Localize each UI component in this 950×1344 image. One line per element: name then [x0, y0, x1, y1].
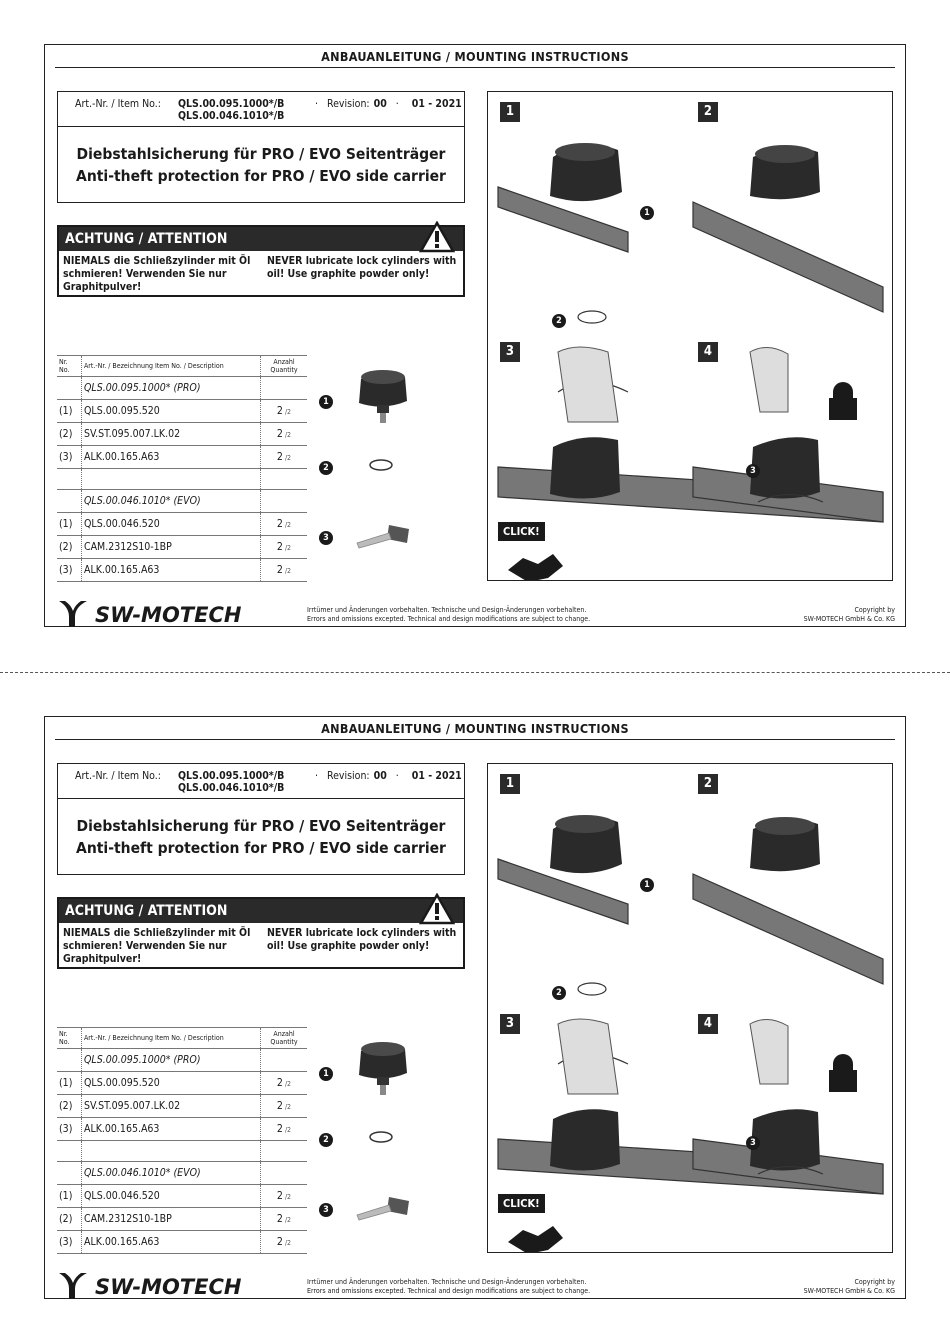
attention-box [57, 225, 465, 297]
mounting-steps-panel [487, 91, 893, 581]
circlip-icon [367, 1129, 395, 1145]
step-number-badge: 4 [698, 342, 718, 362]
item-number: QLS.00.046.1010*/B [178, 782, 285, 794]
click-label: CLICK! [498, 522, 545, 541]
lock-knob-icon [353, 365, 413, 427]
attention-text-en: NEVER lubricate lock cylinders with oil! Use graphite powder only! [267, 255, 457, 280]
table-row: (2) CAM.2312S10-1BP 2 /2 [57, 536, 307, 559]
table-row: (1) QLS.00.095.520 2 /2 [57, 400, 307, 423]
table-row: (2) CAM.2312S10-1BP 2 /2 [57, 1208, 307, 1231]
callout-badge: 1 [319, 395, 333, 409]
revision-value: 00 [373, 770, 387, 782]
parts-table [57, 355, 307, 582]
cut-line [0, 672, 950, 673]
mounting-steps-illustration [488, 764, 893, 1253]
click-label: CLICK! [498, 1194, 545, 1213]
key-icon [355, 521, 413, 551]
table-row: (3) ALK.00.165.A63 2 /2 [57, 446, 307, 469]
lock-icon [829, 1054, 857, 1092]
table-row: (3) ALK.00.165.A63 2 /2 [57, 559, 307, 582]
instruction-sheet-1 [44, 44, 906, 627]
attention-text-de: NIEMALS die Schließzylinder mit Öl schmieren! Verwenden Sie nur Graphitpulver! [63, 927, 251, 965]
callout-badge: 2 [552, 986, 566, 1000]
callout-badge: 3 [746, 1136, 760, 1150]
step-number-badge: 1 [500, 774, 520, 794]
callout-badge: 2 [319, 461, 333, 475]
attention-text-en: NEVER lubricate lock cylinders with oil! Use graphite powder only! [267, 927, 457, 952]
revision-value: 00 [373, 98, 387, 110]
revision-label: Revision: [327, 98, 370, 110]
table-row: (1) QLS.00.095.520 2 /2 [57, 1072, 307, 1095]
footer [45, 597, 907, 625]
col-header-no: Nr. No. [57, 356, 82, 377]
callout-badge: 3 [319, 531, 333, 545]
attention-heading: ACHTUNG / ATTENTION [59, 899, 463, 923]
step-number-badge: 3 [500, 342, 520, 362]
copyright-label: Copyright by [854, 1278, 895, 1286]
copyright-holder: SW-MOTECH GmbH & Co. KG [803, 1287, 895, 1295]
step-number-badge: 3 [500, 1014, 520, 1034]
table-row: (2) SV.ST.095.007.LK.02 2 /2 [57, 423, 307, 446]
col-header-no: Nr. No. [57, 1028, 82, 1049]
callout-badge: 3 [319, 1203, 333, 1217]
description-de: Diebstahlsicherung für PRO / EVO Seitenträger [76, 817, 446, 835]
brand-name: SW-MOTECH [95, 603, 242, 627]
callout-badge: 1 [640, 878, 654, 892]
col-header-desc: Art.-Nr. / Bezeichnung Item No. / Description [82, 1028, 261, 1049]
table-group-row: QLS.00.046.1010* (EVO) [57, 1162, 307, 1185]
item-number: QLS.00.046.1010*/B [178, 110, 285, 122]
description-en: Anti-theft protection for PRO / EVO side carrier [76, 167, 446, 185]
step-number-badge: 2 [698, 102, 718, 122]
attention-text-de: NIEMALS die Schließzylinder mit Öl schmieren! Verwenden Sie nur Graphitpulver! [63, 255, 251, 293]
copyright-holder: SW-MOTECH GmbH & Co. KG [803, 615, 895, 623]
table-row: (1) QLS.00.046.520 2 /2 [57, 513, 307, 536]
mounting-steps-illustration [488, 92, 893, 581]
disclaimer-en: Errors and omissions excepted. Technical and design modifications are subject to change. [307, 615, 591, 623]
revision-label: Revision: [327, 770, 370, 782]
col-header-qty: Anzahl Quantity [261, 1028, 308, 1049]
table-group-row: QLS.00.095.1000* (PRO) [57, 377, 307, 400]
col-header-qty: Anzahl Quantity [261, 356, 308, 377]
item-info-box: Art.-Nr. / Item No.: QLS.00.095.1000*/B QLS.00.046.1010*/B · Revision: 00 · 01 - 2021 Diebstahlsicherung für PRO / EVO Seitenträger Anti-theft protection for PRO / EVO side carrier [57, 763, 465, 875]
sheet-title: ANBAUANLEITUNG / MOUNTING INSTRUCTIONS [55, 49, 895, 68]
table-row: (3) ALK.00.165.A63 2 /2 [57, 1118, 307, 1141]
callout-badge: 1 [640, 206, 654, 220]
disclaimer-de: Irrtümer und Änderungen vorbehalten. Technische und Design-Änderungen vorbehalten. [307, 1278, 587, 1286]
copyright-label: Copyright by [854, 606, 895, 614]
footer [45, 1269, 907, 1297]
table-group-row: QLS.00.046.1010* (EVO) [57, 490, 307, 513]
lock-icon [829, 382, 857, 420]
circlip-icon [367, 457, 395, 473]
lock-knob-icon [353, 1037, 413, 1099]
warning-icon [419, 893, 455, 925]
mounting-steps-panel [487, 763, 893, 1253]
item-info-box: Art.-Nr. / Item No.: QLS.00.095.1000*/B QLS.00.046.1010*/B · Revision: 00 · 01 - 2021 Diebstahlsicherung für PRO / EVO Seitenträger Anti-theft protection for PRO / EVO side carrier [57, 91, 465, 203]
description-en: Anti-theft protection for PRO / EVO side carrier [76, 839, 446, 857]
item-number-label: Art.-Nr. / Item No.: [75, 770, 161, 782]
callout-badge: 2 [552, 314, 566, 328]
step-number-badge: 4 [698, 1014, 718, 1034]
col-header-desc: Art.-Nr. / Bezeichnung Item No. / Description [82, 356, 261, 377]
instruction-sheet-2 [44, 716, 906, 1299]
step-number-badge: 2 [698, 774, 718, 794]
disclaimer-de: Irrtümer und Änderungen vorbehalten. Technische und Design-Änderungen vorbehalten. [307, 606, 587, 614]
revision-date: 01 - 2021 [411, 770, 462, 782]
item-number-label: Art.-Nr. / Item No.: [75, 98, 161, 110]
brand-logo [55, 597, 295, 631]
attention-heading: ACHTUNG / ATTENTION [59, 227, 463, 251]
table-row: (3) ALK.00.165.A63 2 /2 [57, 1231, 307, 1254]
callout-badge: 2 [319, 1133, 333, 1147]
item-number: QLS.00.095.1000*/B [178, 98, 285, 110]
callout-badge: 3 [746, 464, 760, 478]
step-number-badge: 1 [500, 102, 520, 122]
disclaimer-en: Errors and omissions excepted. Technical and design modifications are subject to change. [307, 1287, 591, 1295]
table-row: (1) QLS.00.046.520 2 /2 [57, 1185, 307, 1208]
brand-name: SW-MOTECH [95, 1275, 242, 1299]
item-number: QLS.00.095.1000*/B [178, 770, 285, 782]
callout-badge: 1 [319, 1067, 333, 1081]
description-de: Diebstahlsicherung für PRO / EVO Seitenträger [76, 145, 446, 163]
brand-logo [55, 1269, 295, 1303]
sheet-title: ANBAUANLEITUNG / MOUNTING INSTRUCTIONS [55, 721, 895, 740]
key-icon [355, 1193, 413, 1223]
attention-box [57, 897, 465, 969]
warning-icon [419, 221, 455, 253]
parts-table [57, 1027, 307, 1254]
revision-date: 01 - 2021 [411, 98, 462, 110]
table-group-row: QLS.00.095.1000* (PRO) [57, 1049, 307, 1072]
table-row: (2) SV.ST.095.007.LK.02 2 /2 [57, 1095, 307, 1118]
